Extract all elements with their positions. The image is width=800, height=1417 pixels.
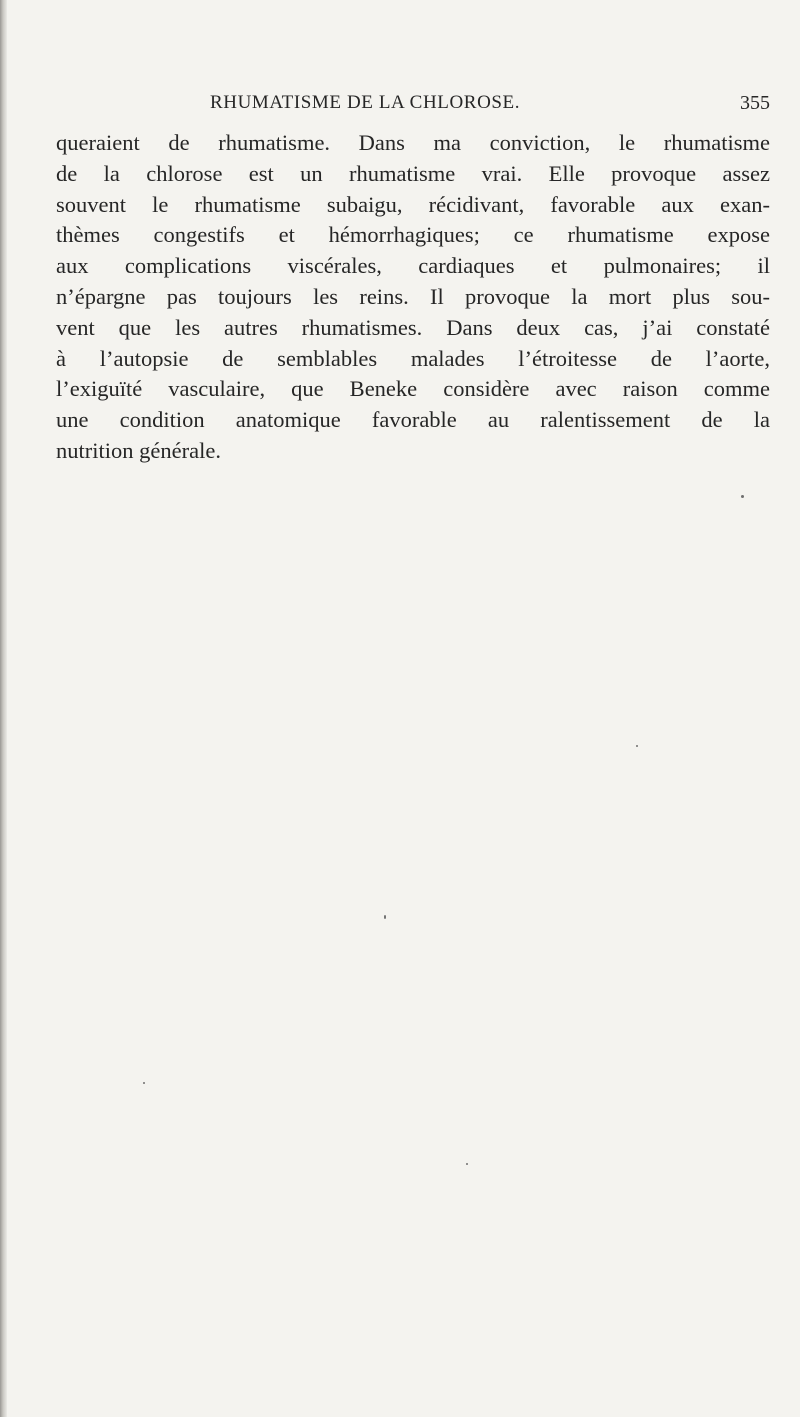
- body-paragraph: [56, 128, 770, 467]
- running-header: [210, 90, 770, 116]
- text-line-last: nutrition générale.: [56, 437, 221, 463]
- text-line: queraient de rhumatisme. Dans ma conviction, le rhumatisme: [56, 130, 770, 155]
- paper-speck: [143, 1082, 145, 1084]
- text-line: une condition anatomique favorable au ralentissement de la: [56, 407, 770, 433]
- paper-speck: [466, 1163, 468, 1165]
- running-title: RHUMATISME DE LA CHLOROSE.: [210, 92, 521, 113]
- page-number: 355: [740, 92, 770, 114]
- text-line: aux complications viscérales, cardiaques et pulmonaires; il: [56, 253, 770, 279]
- text-line: thèmes congestifs et hémorrhagiques; ce rhumatisme expose: [56, 222, 770, 248]
- paper-speck: [384, 915, 386, 919]
- paper-speck: [636, 745, 638, 747]
- text-line: vent que les autres rhumatismes. Dans deux cas, j’ai constaté: [56, 314, 770, 340]
- text-line: à l’autopsie de semblables malades l’étroitesse de l’aorte,: [56, 345, 770, 371]
- text-line: de la chlorose est un rhumatisme vrai. Elle provoque assez: [56, 160, 770, 186]
- text-line: l’exiguïté vasculaire, que Beneke considère avec raison comme: [56, 376, 770, 402]
- page-binding-edge: [0, 0, 7, 1417]
- paper-speck: [741, 495, 744, 498]
- text-line: souvent le rhumatisme subaigu, récidivant, favorable aux exan-: [56, 191, 770, 217]
- text-line: n’épargne pas toujours les reins. Il provoque la mort plus sou-: [56, 283, 770, 309]
